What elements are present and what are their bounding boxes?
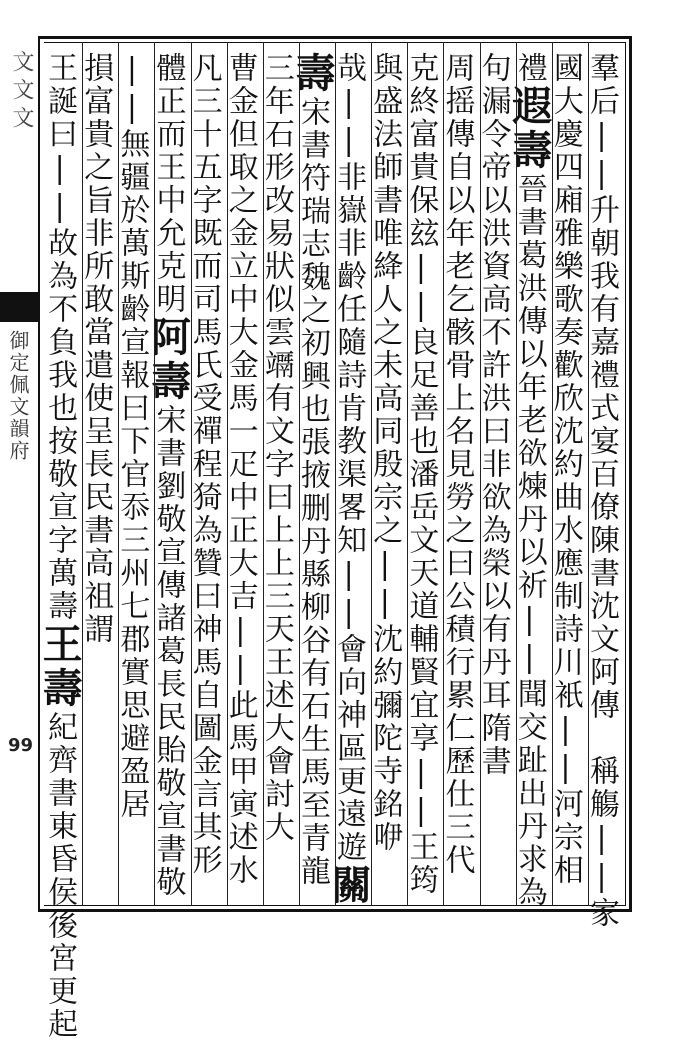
text-column <box>403 52 442 904</box>
margin-page-number: 99 <box>8 735 34 756</box>
column-text: ||無疆於萬斯齡 <box>114 52 150 326</box>
text-column <box>475 52 515 904</box>
column-text: 與盛法師書唯絳人之未高同殷宗之||沈約彌陀寺銘咿 <box>367 52 403 854</box>
text-column <box>547 52 587 904</box>
text-column <box>78 52 117 904</box>
column-separator <box>227 42 228 906</box>
margin-marks: 文文文 <box>9 50 34 134</box>
text-column <box>36 52 84 1041</box>
column-separator <box>191 42 192 906</box>
text-column <box>367 52 406 904</box>
entry-heading: 壽 <box>289 52 336 96</box>
text-column <box>222 52 262 904</box>
column-separator <box>118 42 119 906</box>
text-column <box>325 52 373 908</box>
text-column <box>439 52 478 904</box>
text-column <box>258 52 298 904</box>
entry-heading: 遐壽 <box>505 85 553 173</box>
column-text: 羣后||升朝我有嘉禮式宴百僚陳書沈文阿傳 稱觴||家 <box>584 52 619 930</box>
column-separator <box>371 42 372 906</box>
text-column <box>144 52 192 904</box>
column-text: 宣報曰下官忝三州七郡實思避盈居 <box>114 326 150 821</box>
entry-heading: 王壽 <box>36 623 84 711</box>
entry-heading: 阿壽 <box>144 316 192 404</box>
column-separator <box>154 42 155 906</box>
text-column <box>289 52 336 904</box>
column-separator <box>480 42 481 906</box>
text-column <box>584 52 623 930</box>
column-text: 晉書葛洪傳以年老欲煉丹以祈||聞交趾出丹求為 <box>511 173 547 909</box>
column-text: 宋書劉敬宣傳諸葛長民貽敬宣書敬 <box>150 404 186 899</box>
column-separator <box>516 42 517 906</box>
margin-book-title: 御定佩文韻府 <box>6 330 30 462</box>
fishtail-mark <box>0 292 40 322</box>
column-text: 句漏令帝以洪資高不許洪曰非欲為榮以有丹耳隋書 <box>475 52 511 778</box>
column-separator <box>335 42 336 906</box>
book-margin-strip <box>0 36 40 912</box>
entry-heading: 關 <box>325 864 373 908</box>
column-text: 曹金但取之金立中大金馬一疋中正大吉||此馬甲寅述水 <box>222 52 258 887</box>
column-text: 三年石形改易狀似雲竵有文字曰上上三天王述大會討大 <box>258 52 294 844</box>
column-separator <box>299 42 300 906</box>
text-column <box>186 52 226 904</box>
column-separator <box>263 42 264 906</box>
column-text: 紀齊書東昏侯後宮更起 <box>42 711 78 1041</box>
column-text: 體正而王中允克明 <box>150 52 186 316</box>
column-separator <box>443 42 444 906</box>
column-text: 王誕曰||故為不負我也按敬宣字萬壽 <box>42 52 78 623</box>
text-column <box>114 52 153 904</box>
column-text: 哉||非嶽非齡任隨詩肯教渠畧知||會向神區更遠遊 <box>331 52 367 864</box>
column-text: 周摇傳自以年老乞骸骨上名見勞之曰公積行累仁歷仕三代 <box>439 52 475 877</box>
column-text: 凡三十五字既而司馬氏受禪程猗為贊曰神馬自圖金言其形 <box>186 52 222 877</box>
column-separator <box>82 42 83 906</box>
column-text: 禮 <box>511 52 547 85</box>
column-text: 損富貴之旨非所敢當遣使呈長民書高祖謂 <box>78 52 114 646</box>
column-text: 克終富貴保玆||良足善也潘岳文天道輔賢宜享||王筠 <box>403 52 439 897</box>
text-column <box>505 52 553 909</box>
column-separator <box>588 42 589 906</box>
column-text: 國大慶四廂雅樂歌奏歡欣沈約曲水應制詩川衹||河宗相 <box>547 52 583 887</box>
column-separator <box>407 42 408 906</box>
column-text: 宋書符瑞志魏之初興也張掖删丹縣柳谷有石生馬至青龍 <box>295 96 330 888</box>
column-separator <box>552 42 553 906</box>
